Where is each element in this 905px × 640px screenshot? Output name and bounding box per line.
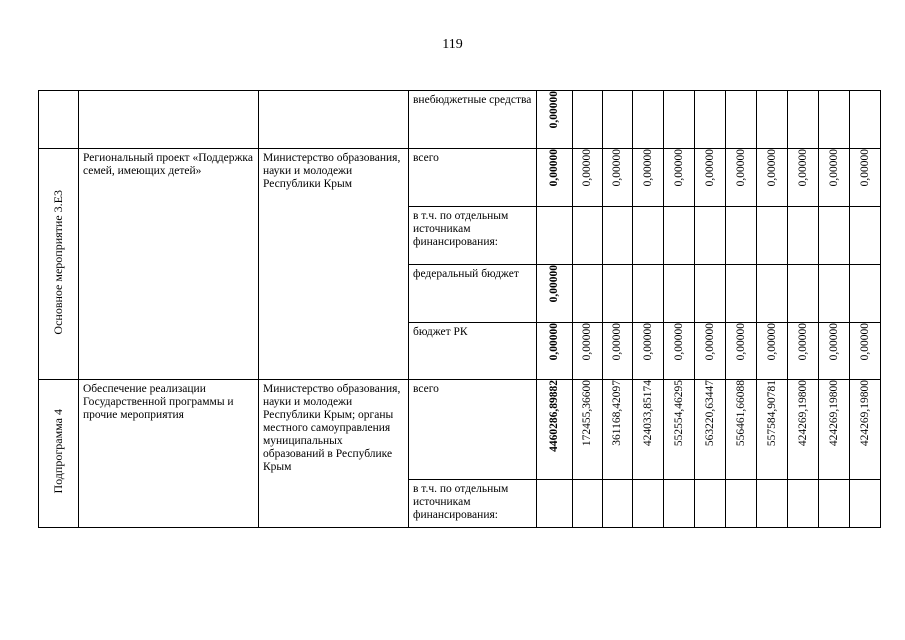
measure-name: Региональный проект «Поддержка семей, имеющих детей» <box>79 149 259 380</box>
value-cell: 361168,42097 <box>603 380 633 480</box>
value-cell: 0,00000 <box>573 149 603 207</box>
value-cell: 424269,19800 <box>819 380 850 480</box>
table-row <box>39 91 881 149</box>
value-cell: 0,00000 <box>573 323 603 380</box>
measure-id: Основное мероприятие 3.Е3 <box>39 149 79 380</box>
value-cell: 0,00000 <box>633 149 664 207</box>
value-cell: 424033,85174 <box>633 380 664 480</box>
id-cell <box>39 91 79 149</box>
value-cell: 0,00000 <box>850 149 881 207</box>
source-label: бюджет РК <box>409 323 537 380</box>
value-cell: 0,00000 <box>819 149 850 207</box>
source-label: внебюджетные средства <box>409 91 537 149</box>
source-label: всего <box>409 380 537 480</box>
budget-table <box>38 90 881 528</box>
source-label: в т.ч. по отдельным источникам финансирования: <box>409 207 537 265</box>
value-cell: 556461,66088 <box>726 380 757 480</box>
subprogram-executor: Министерство образования, науки и молодежи Республики Крым; органы местного самоуправления муниципальных образований в Республике Крым <box>259 380 409 528</box>
value-cell: 172455,36600 <box>573 380 603 480</box>
value-cell: 0,00000 <box>603 149 633 207</box>
value-cell: 0,00000 <box>664 323 695 380</box>
value-cell: 0,00000 <box>633 323 664 380</box>
value-cell: 0,00000 <box>537 323 573 380</box>
value-cell: 424269,19800 <box>788 380 819 480</box>
value-cell: 0,00000 <box>819 323 850 380</box>
table-row <box>39 380 881 480</box>
value-cell: 0,00000 <box>537 265 573 323</box>
value-cell: 0,00000 <box>537 91 573 149</box>
value-cell: 424269,19800 <box>850 380 881 480</box>
source-label: всего <box>409 149 537 207</box>
value-cell: 0,00000 <box>757 149 788 207</box>
subprogram-id: Подпрограмма 4 <box>39 380 79 528</box>
value-cell: 0,00000 <box>695 323 726 380</box>
name-cell <box>79 91 259 149</box>
value-cell: 0,00000 <box>726 323 757 380</box>
subprogram-name: Обеспечение реализации Государственной программы и прочие мероприятия <box>79 380 259 528</box>
value-cell: 0,00000 <box>757 323 788 380</box>
page-number: 119 <box>442 37 463 52</box>
value-cell: 0,00000 <box>788 149 819 207</box>
value-cell: 0,00000 <box>726 149 757 207</box>
value-cell: 557584,90781 <box>757 380 788 480</box>
value-cell: 0,00000 <box>695 149 726 207</box>
value-cell: 0,00000 <box>664 149 695 207</box>
value-cell: 4460286,89882 <box>537 380 573 480</box>
measure-executor: Министерство образования, науки и молодежи Республики Крым <box>259 149 409 380</box>
value-cell: 552554,46295 <box>664 380 695 480</box>
value-cell: 563220,63447 <box>695 380 726 480</box>
source-label: в т.ч. по отдельным источникам финансирования: <box>409 480 537 528</box>
table-row <box>39 149 881 207</box>
value-cell: 0,00000 <box>603 323 633 380</box>
value-cell: 0,00000 <box>850 323 881 380</box>
source-label: федеральный бюджет <box>409 265 537 323</box>
value-cell: 0,00000 <box>537 149 573 207</box>
value-cell: 0,00000 <box>788 323 819 380</box>
executor-cell <box>259 91 409 149</box>
